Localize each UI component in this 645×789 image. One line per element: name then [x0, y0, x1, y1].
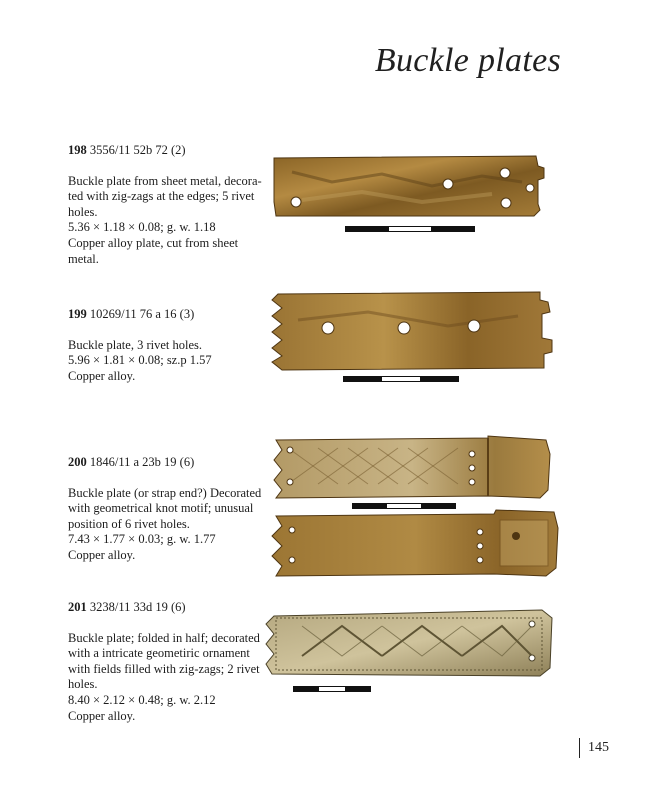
- entry-header: [68, 143, 264, 159]
- artifact-photo-200-front: [268, 434, 556, 502]
- page-title: Buckle plates: [374, 42, 561, 79]
- entry-header: [68, 455, 264, 471]
- description-line: Buckle plate (or strap end?) Decorated: [68, 485, 262, 500]
- scale-bar: [345, 226, 475, 232]
- catalogue-entry-200: [68, 455, 264, 564]
- description-line: holes.: [68, 204, 98, 219]
- description-line: Buckle plate, 3 rivet holes.: [68, 337, 202, 352]
- dimensions-line: 7.43 × 1.77 × 0.03; g. w. 1.77: [68, 532, 216, 547]
- description-line: ted with zig-zags at the edges; 5 rivet: [68, 189, 255, 204]
- catalogue-number: 198: [68, 143, 87, 157]
- material-line: Copper alloy.: [68, 547, 136, 562]
- dimensions-line: 5.96 × 1.81 × 0.08; sz.p 1.57: [68, 353, 212, 368]
- inventory-reference: 1846/11 a 23b 19 (6): [89, 455, 195, 469]
- catalogue-entry-198: [68, 143, 264, 267]
- material-line: Copper alloy.: [68, 368, 136, 383]
- inventory-reference: 3556/11 52b 72 (2): [89, 143, 186, 157]
- scale-bar: [343, 376, 459, 382]
- catalogue-number: 201: [68, 600, 87, 614]
- description-line: Buckle plate; folded in half; decorated: [68, 630, 260, 645]
- description-line: with a intricate geometiric ornament: [68, 646, 250, 661]
- material-line: metal.: [68, 251, 99, 266]
- description-line: with geometrical knot motif; unusual: [68, 501, 254, 516]
- artifact-photo-198: [272, 152, 552, 220]
- dimensions-line: 8.40 × 2.12 × 0.48; g. w. 2.12: [68, 692, 216, 707]
- artifact-photo-201: [262, 606, 556, 680]
- inventory-reference: 10269/11 76 a 16 (3): [89, 307, 195, 321]
- catalogue-entry-201: [68, 600, 264, 724]
- entry-header: [68, 307, 264, 323]
- description-line: position of 6 rivet holes.: [68, 516, 190, 531]
- artifact-photo-200-back: [266, 508, 562, 580]
- catalogue-number: 200: [68, 455, 87, 469]
- catalogue-number: 199: [68, 307, 87, 321]
- material-line: Copper alloy.: [68, 708, 136, 723]
- description-line: with fields filled with zig-zags; 2 rivet: [68, 661, 260, 676]
- inventory-reference: 3238/11 33d 19 (6): [89, 600, 186, 614]
- dimensions-line: 5.36 × 1.18 × 0.08; g. w. 1.18: [68, 220, 216, 235]
- scale-bar: [293, 686, 371, 692]
- artifact-photo-199: [268, 290, 564, 372]
- material-line: Copper alloy plate, cut from sheet: [68, 235, 239, 250]
- entry-header: [68, 600, 264, 616]
- catalogue-entry-199: [68, 307, 264, 384]
- page-number: 145: [579, 738, 609, 758]
- description-line: holes.: [68, 677, 98, 692]
- description-line: Buckle plate from sheet metal, decora-: [68, 173, 262, 188]
